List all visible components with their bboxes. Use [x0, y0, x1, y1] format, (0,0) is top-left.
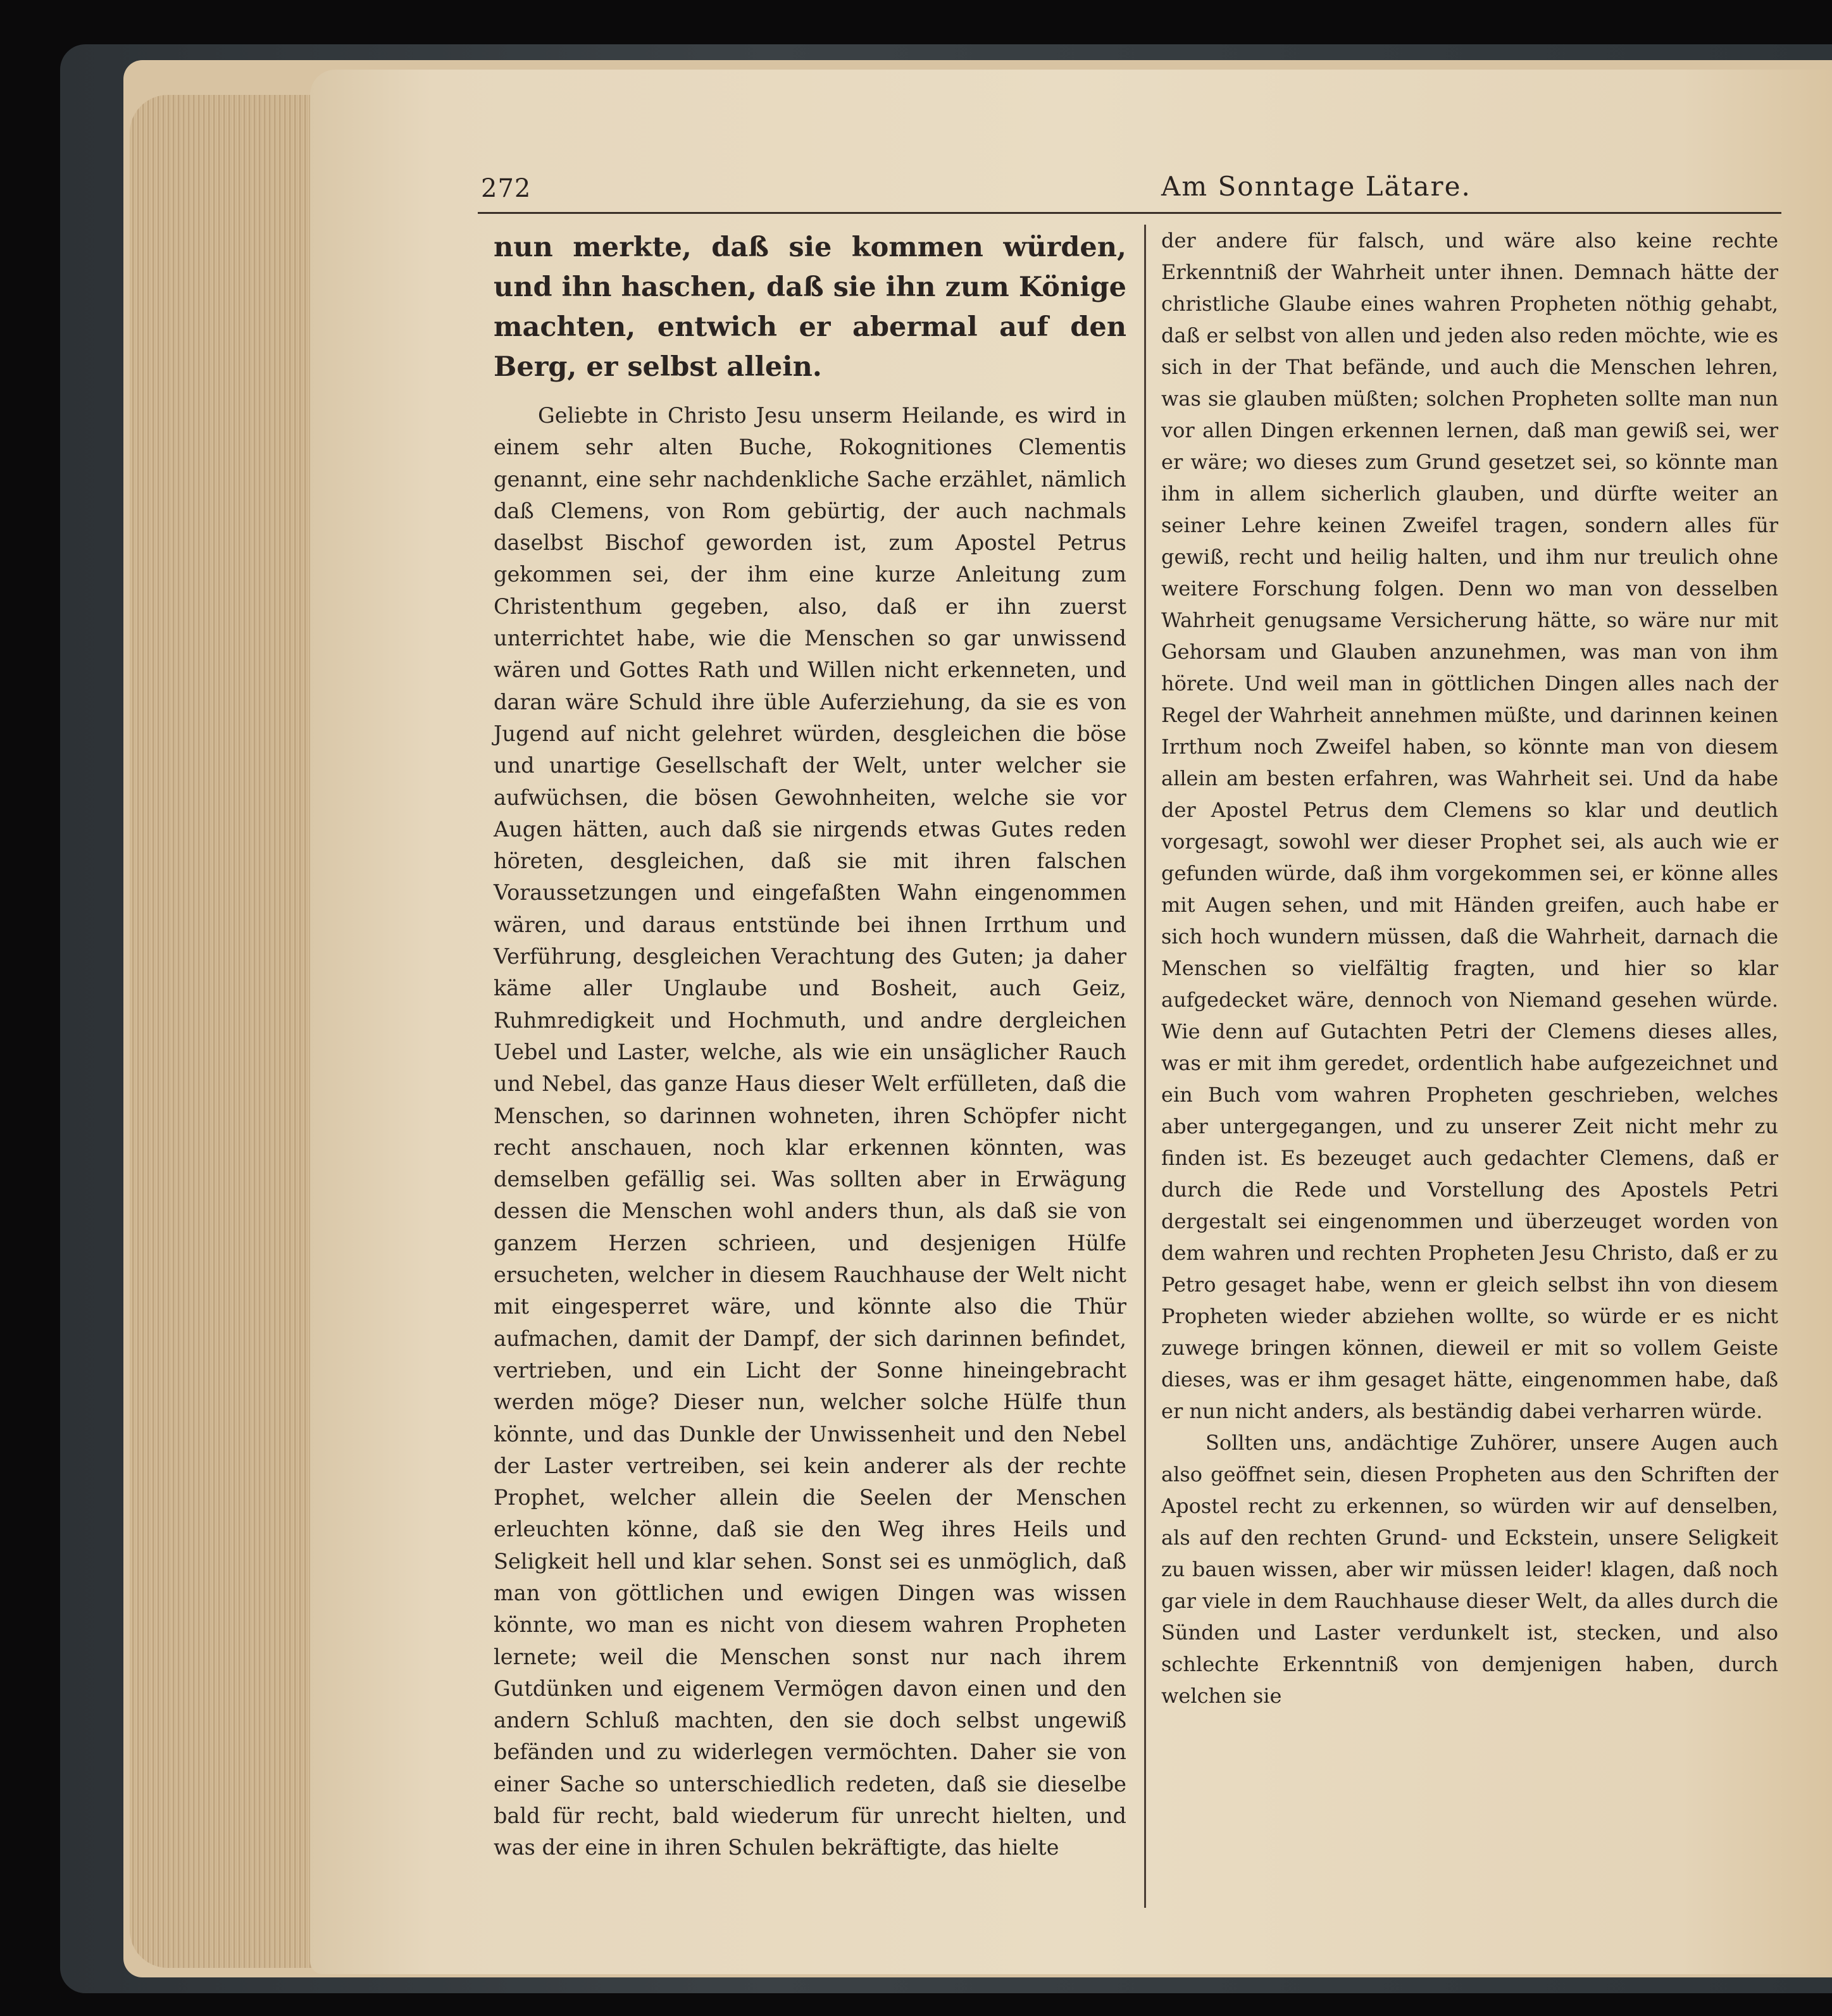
- column-divider: [1144, 225, 1146, 1908]
- book-page: [310, 70, 1832, 1974]
- running-head: [481, 168, 1747, 212]
- lead-paragraph: nun merkte, daß sie kommen würden, und ihn haschen, daß sie ihn zum Könige machten, entwich er abermal auf den Berg, er selbst allein.: [494, 232, 1126, 383]
- page-edges: [130, 95, 320, 1968]
- running-title: Am Sonntage Lätare.: [1161, 171, 1471, 202]
- page-number: 272: [481, 174, 532, 203]
- body-paragraph: der andere für falsch, und wäre also keine rechte Erkenntniß der Wahrheit unter ihnen. Demnach hätte der christliche Glaube eines wahren Propheten nöthig gehabt, daß er selbst von allen und jeden also reden möchte, wie es sich in der That befände, und auch die Menschen lehren, was sie glauben müßten; solchen Propheten sollte man nun vor allen Dingen erkennen lernen, daß man gewiß sei, wer er wäre; wo dieses zum Grund gesetzet sei, so könnte man ihm in allem sicherlich glauben, und dürfte weiter an seiner Lehre keinen Zweifel tragen, sondern alles für gewiß, recht und heilig halten, und ihm nur treulich ohne weitere Forschung folgen. Denn wo man von desselben Wahrheit genugsame Versicherung hätte, so wäre nur mit Gehorsam und Glauben anzunehmen, was man von ihm hörete. Und weil man in göttlichen Dingen alles nach der Regel der Wahrheit annehmen müßte, und darinnen keinen Irrthum noch Zweifel haben, so könnte man von diesem allein am besten erfahren, was Wahrheit sei. Und da habe der Apostel Petrus dem Clemens so klar und deutlich vorgesagt, sowohl wer dieser Prophet sei, als auch wie er gefunden würde, daß ihm vorgekommen sei, er könne alles mit Augen sehen, und mit Händen greifen, auch habe er sich hoch wundern müssen, daß die Wahrheit, darnach die Menschen so vielfältig fragten, und hier so klar aufgedecket wäre, dennoch von Niemand gesehen würde. Wie denn auf Gutachten Petri der Clemens dieses alles, was er mit ihm geredet, ordentlich habe aufgezeichnet und ein Buch vom wahren Propheten geschrieben, welches aber untergegangen, und zu unserer Zeit nicht mehr zu finden ist. Es bezeuget auch gedachter Clemens, daß er durch die Rede und Vorstellung des Apostels Petri dergestalt sei eingenommen und überzeuget worden von dem wahren und rechten Propheten Jesu Christo, daß er zu Petro gesaget habe, wenn er gleich selbst ihn von diesem Propheten wieder abziehen wollte, so würde er es nicht zuwege bringen können, dieweil er mit so vollem Geiste dieses, was er ihm gesaget hätte, eingenommen habe, daß er nun nicht anders, als beständig dabei verharren würde.: [1161, 228, 1778, 1423]
- header-rule: [478, 212, 1781, 214]
- body-paragraph: Sollten uns, andächtige Zuhörer, unsere Augen auch also geöffnet sein, diesen Propheten aus den Schriften der Apostel recht zu erkennen, so würden wir auf denselben, als auf den rechten Grund- und Eckstein, unsere Seligkeit zu bauen wissen, aber wir müssen leider! klagen, daß noch gar viele in dem Rauchhause dieser Welt, da alles durch die Sünden und Laster verdunkelt ist, stecken, und also schlechte Erkenntniß von demjenigen haben, durch welchen sie: [1161, 1431, 1778, 1708]
- left-column: [494, 228, 1126, 1864]
- body-paragraph: Geliebte in Christo Jesu unserm Heilande, es wird in einem sehr alten Buche, Rokognitiones Clementis genannt, eine sehr nachdenkliche Sache erzählet, nämlich daß Clemens, von Rom gebürtig, der auch nachmals daselbst Bischof geworden ist, zum Apostel Petrus gekommen sei, der ihm eine kurze Anleitung zum Christenthum gegeben, also, daß er ihn zuerst unterrichtet habe, wie die Menschen so gar unwissend wären und Gottes Rath und Willen nicht erkenneten, und daran wäre Schuld ihre üble Auferziehung, da sie es von Jugend auf nicht gelehret würden, desgleichen die böse und unartige Gesellschaft der Welt, unter welcher sie aufwüchsen, die bösen Gewohnheiten, welche sie vor Augen hätten, auch daß sie nirgends etwas Gutes reden höreten, desgleichen, daß sie mit ihren falschen Voraussetzungen und eingefaßten Wahn eingenommen wären, und daraus entstünde bei ihnen Irrthum und Verführung, desgleichen Verachtung des Guten; ja daher käme aller Unglaube und Bosheit, auch Geiz, Ruhmredigkeit und Hochmuth, und andre dergleichen Uebel und Laster, welche, als wie ein unsäglicher Rauch und Nebel, das ganze Haus dieser Welt erfülleten, daß die Menschen, so darinnen wohneten, ihren Schöpfer nicht recht anschauen, noch klar erkennen könnten, was demselben gefällig sei. Was sollten aber in Erwägung dessen die Menschen wohl anders thun, als daß sie von ganzem Herzen schrieen, und desjenigen Hülfe ersucheten, welcher in diesem Rauchhause der Welt nicht mit eingesperret wäre, und könnte also die Thür aufmachen, damit der Dampf, der sich darinnen befindet, vertrieben, und ein Licht der Sonne hineingebracht werden möge? Dieser nun, welcher solche Hülfe thun könnte, und das Dunkle der Unwissenheit und den Nebel der Laster vertreiben, sei kein anderer als der rechte Prophet, welcher allein die Seelen der Menschen erleuchten könne, daß sie den Weg ihres Heils und Seligkeit hell und klar sehen. Sonst sei es unmöglich, daß man von göttlichen und ewigen Dingen was wissen könnte, wo man es nicht von diesem wahren Propheten lernete; weil die Menschen sonst nur nach ihrem Gutdünken und eigenem Vermögen davon einen und den andern Schluß machten, den sie doch selbst ungewiß befänden und zu widerlegen vermöchten. Daher sie von einer Sache so unterschiedlich redeten, daß sie dieselbe bald für recht, bald wiederum für unrecht hielten, und was der eine in ihren Schulen bekräftigte, das hielte: [494, 403, 1126, 1860]
- right-column: [1161, 225, 1778, 1712]
